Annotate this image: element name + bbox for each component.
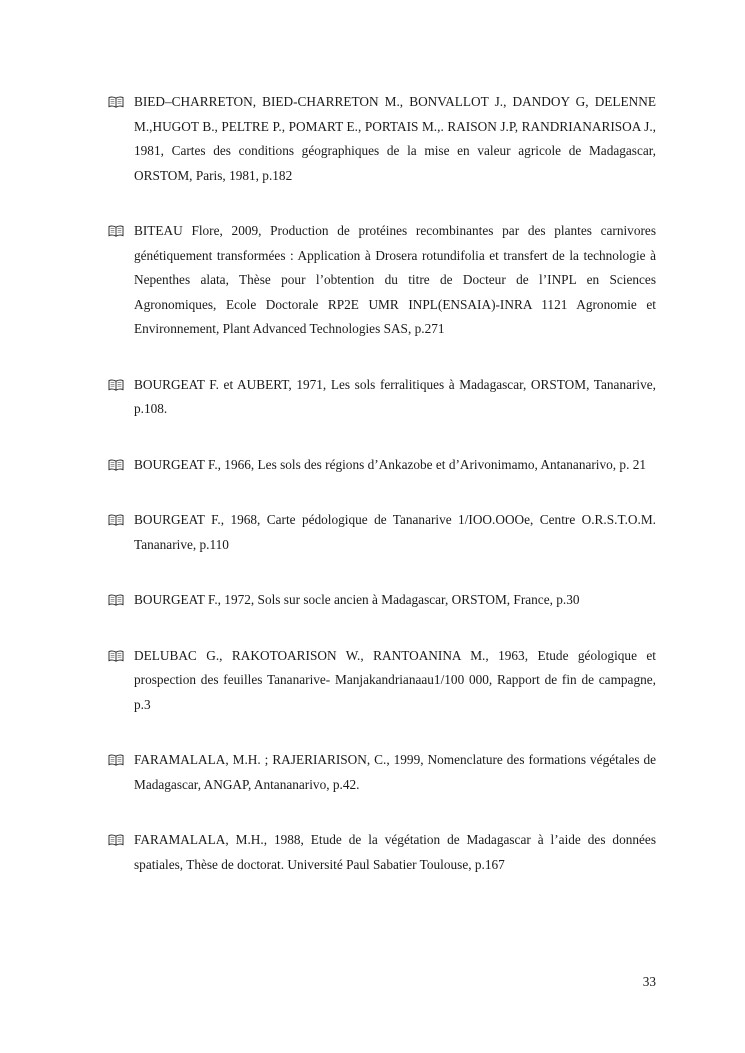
reference-text: DELUBAC G., RAKOTOARISON W., RANTOANINA M., 1963, Etude géologique et prospection des feuilles Tananarive- Manjakandrianaau1/100 000, Rapport de fin de campagne, p.3 — [134, 647, 656, 712]
reference-text: BOURGEAT F., 1966, Les sols des régions d’Ankazobe et d’Arivonimamo, Antananarivo, p. 21 — [134, 456, 647, 472]
book-icon — [108, 459, 124, 471]
book-icon — [108, 96, 124, 108]
bibliography-entry — [108, 828, 656, 877]
book-icon — [108, 514, 124, 526]
bibliography-entry — [108, 588, 656, 613]
book-icon — [108, 379, 124, 391]
reference-text: BOURGEAT F., 1972, Sols sur socle ancien à Madagascar, ORSTOM, France, p.30 — [134, 592, 580, 607]
book-icon — [108, 225, 124, 237]
reference-text: FARAMALALA, M.H. ; RAJERIARISON, C., 1999, Nomenclature des formations végétales de Madagascar, ANGAP, Antananarivo, p.42. — [134, 752, 656, 792]
reference-text: BOURGEAT F. et AUBERT, 1971, Les sols ferralitiques à Madagascar, ORSTOM, Tananarive, p.108. — [134, 376, 656, 416]
book-icon — [108, 754, 124, 766]
book-icon — [108, 650, 124, 662]
reference-text: BOURGEAT F., 1968, Carte pédologique de Tananarive 1/IOO.OOOe, Centre O.R.S.T.O.M. Tananarive, p.110 — [134, 512, 656, 552]
reference-text: BIED–CHARRETON, BIED-CHARRETON M., BONVALLOT J., DANDOY G, DELENNE M.,HUGOT B., PELTRE P., POMART E., PORTAIS M.,. RAISON J.P, RANDRIANARISOA J., 1981, Cartes des conditions géographiques de la mise en valeur agricole de Madagascar, ORSTOM, Paris, 1981, p.182 — [134, 94, 656, 183]
book-icon — [108, 594, 124, 606]
page-number: 33 — [642, 974, 656, 989]
bibliography-entry — [108, 644, 656, 718]
bibliography-entry — [108, 508, 656, 557]
bibliography-entry — [108, 90, 656, 188]
bibliography-entry — [108, 373, 656, 422]
reference-text: FARAMALALA, M.H., 1988, Etude de la végétation de Madagascar à l’aide des données spatiales, Thèse de doctorat. Université Paul Sabatier Toulouse, p.167 — [134, 832, 656, 872]
bibliography-entry — [108, 219, 656, 342]
reference-text: BITEAU Flore, 2009, Production de protéines recombinantes par des plantes carnivores génétiquement transformées : Application à Drosera rotundifolia et transfert de la technologie à Nepenthes alata, Thèse pour l’obtention du titre de Docteur de l’INPL en Sciences Agronomiques, Ecole Doctorale RP2E UMR INPL(ENSAIA)-INRA 1121 Agronomie et Environnement, Plant Advanced Technologies SAS, p.271 — [134, 223, 656, 336]
bibliography-list — [108, 90, 656, 877]
book-icon — [108, 834, 124, 846]
bibliography-entry — [108, 748, 656, 797]
bibliography-entry — [108, 453, 656, 478]
